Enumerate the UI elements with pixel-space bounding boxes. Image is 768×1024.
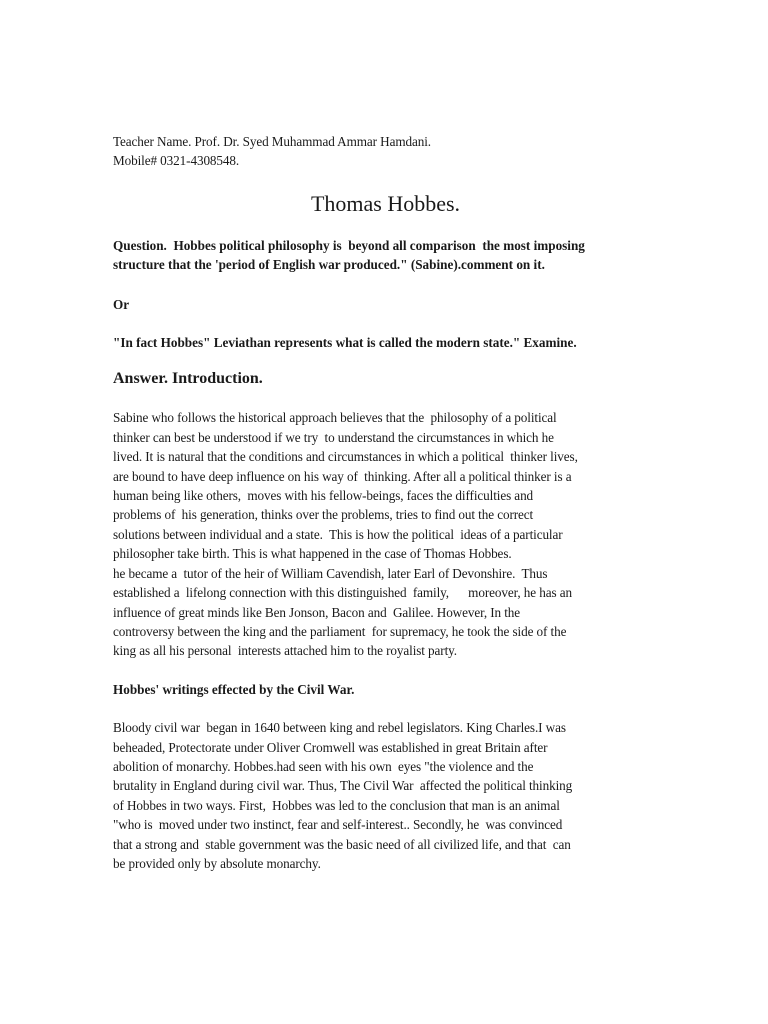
paragraph-line: brutality in England during civil war. Thus, The Civil War affected the political thinking <box>113 778 573 794</box>
civil-war-heading: Hobbes' writings effected by the Civil War. <box>113 681 355 697</box>
civil-war-paragraph <box>113 718 658 873</box>
question-line: structure that the 'period of English war produced." (Sabine).comment on it. <box>113 257 545 273</box>
question-line: Question. Hobbes political philosophy is beyond all comparison the most imposing <box>113 237 585 253</box>
paragraph-line: beheaded, Protectorate under Oliver Cromwell was established in great Britain after <box>113 739 548 755</box>
paragraph-line: philosopher take birth. This is what happened in the case of Thomas Hobbes. <box>113 546 512 562</box>
paragraph-line: human being like others, moves with his fellow-beings, faces the difficulties and <box>113 488 534 504</box>
paragraph-line: controversy between the king and the parliament for supremacy, he took the side of the <box>113 623 567 639</box>
paragraph-line: "who is moved under two instinct, fear and self-interest.. Secondly, he was convinced <box>113 817 563 833</box>
paragraph-line: are bound to have deep influence on his way of thinking. After all a political thinker is a <box>113 468 572 484</box>
document-title: Thomas Hobbes. <box>310 190 461 216</box>
alternate-question: "In fact Hobbes" Leviathan represents what is called the modern state." Examine. <box>113 335 577 351</box>
answer-heading: Answer. Introduction. <box>113 370 263 388</box>
paragraph-line: established a lifelong connection with this distinguished family, moreover, he has an <box>113 585 572 601</box>
paragraph-line: lived. It is natural that the conditions and circumstances in which a political thinker lives, <box>113 449 578 465</box>
intro-paragraph <box>113 408 658 660</box>
paragraph-line: of Hobbes in two ways. First, Hobbes was led to the conclusion that man is an animal <box>113 797 560 813</box>
mobile-number: Mobile# 0321-4308548. <box>113 153 240 169</box>
paragraph-line: king as all his personal interests attached him to the royalist party. <box>113 643 457 659</box>
paragraph-line: Bloody civil war began in 1640 between king and rebel legislators. King Charles.I was <box>113 720 566 736</box>
paragraph-line: influence of great minds like Ben Jonson, Bacon and Galilee. However, In the <box>113 604 521 620</box>
paragraph-line: he became a tutor of the heir of William Cavendish, later Earl of Devonshire. Thus <box>113 565 548 581</box>
paragraph-line: that a strong and stable government was the basic need of all civilized life, and that can <box>113 836 571 852</box>
paragraph-line: abolition of monarchy. Hobbes.had seen with his own eyes "the violence and the <box>113 758 534 774</box>
paragraph-line: problems of his generation, thinks over the problems, tries to find out the correct <box>113 507 534 523</box>
teacher-name: Teacher Name. Prof. Dr. Syed Muhammad Ammar Hamdani. <box>113 134 431 149</box>
paragraph-line: thinker can best be understood if we try to understand the circumstances in which he <box>113 429 554 445</box>
paragraph-line: solutions between individual and a state. This is how the political ideas of a particular <box>113 526 563 542</box>
question-block <box>113 236 658 275</box>
or-separator: Or <box>113 296 130 312</box>
paragraph-line: Sabine who follows the historical approach believes that the philosophy of a political <box>113 410 557 426</box>
paragraph-line: be provided only by absolute monarchy. <box>113 855 321 871</box>
document-body <box>113 132 658 873</box>
